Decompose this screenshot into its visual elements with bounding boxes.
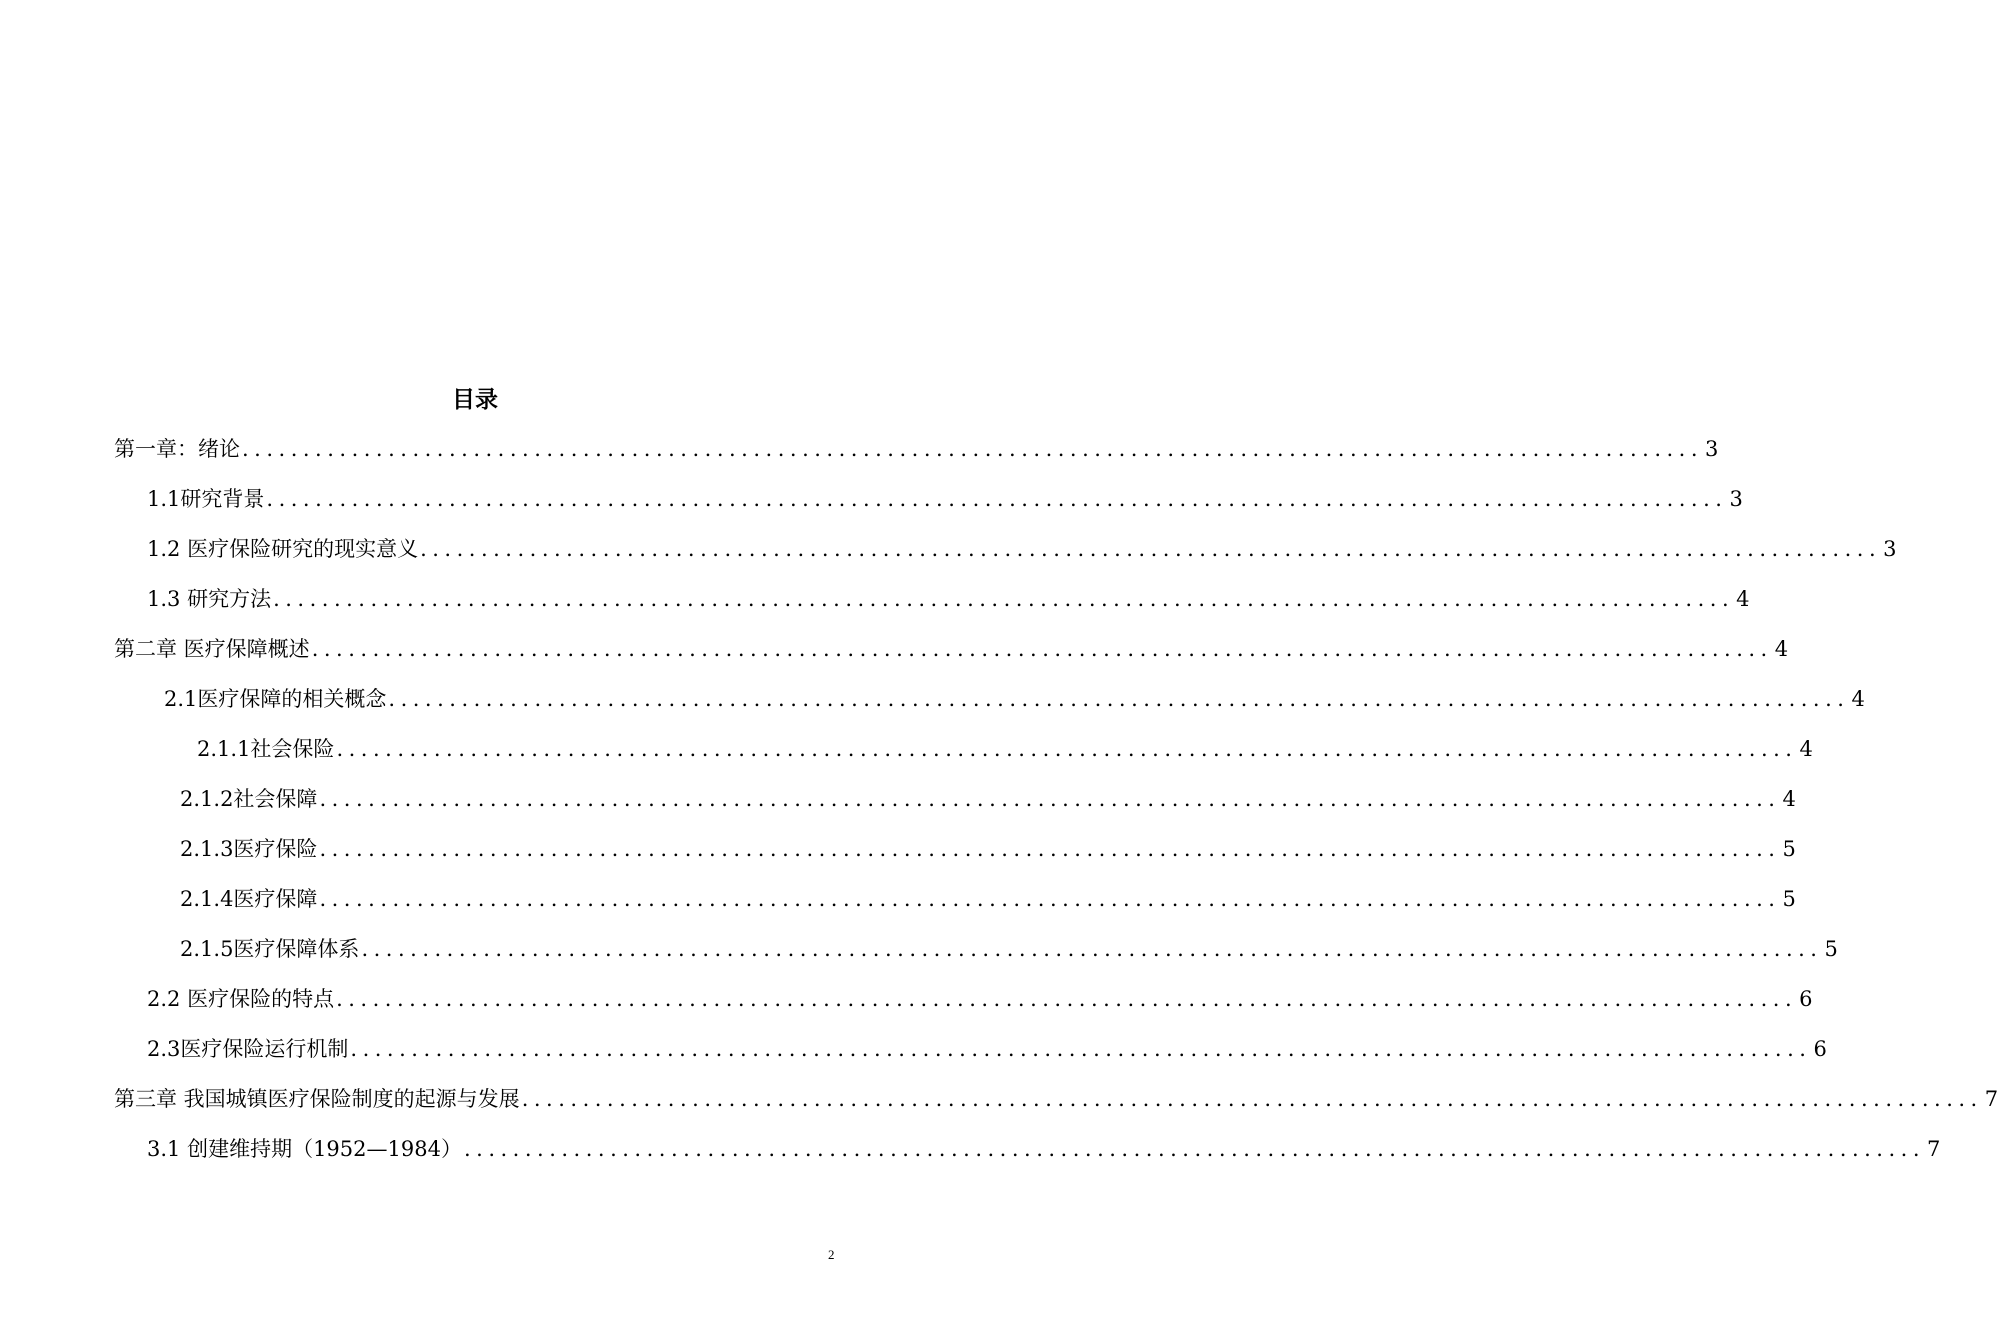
toc-entry-label: 2.1.5医疗保障体系 <box>180 937 360 961</box>
toc-entry-2-2[interactable] <box>147 982 1813 1016</box>
toc-entry-3[interactable] <box>114 1082 1998 1116</box>
toc-entry-label: 2.1.2社会保障 <box>180 787 318 811</box>
toc-entry-page: 3 <box>1729 487 1743 511</box>
toc-entry-1-3[interactable] <box>147 582 1750 616</box>
toc-entry-label: 1.3 研究方法 <box>147 587 272 611</box>
toc-entry-label: 2.2 医疗保险的特点 <box>147 987 335 1011</box>
toc-entry-label: 1.1研究背景 <box>147 487 265 511</box>
toc-entry-2-1[interactable] <box>164 682 1865 716</box>
toc-leader-dots: ........................................................................................................................ <box>319 837 1781 861</box>
toc-entry-label: 第三章 我国城镇医疗保险制度的起源与发展 <box>114 1087 520 1111</box>
toc-leader-dots: ........................................................................................................................ <box>242 437 1704 461</box>
toc-entry-label: 1.2 医疗保险研究的现实意义 <box>147 537 419 561</box>
toc-entry-page: 3 <box>1883 537 1897 561</box>
toc-entry-page: 5 <box>1824 937 1838 961</box>
toc-entry-2-1-3[interactable] <box>180 832 1796 866</box>
toc-entry-2-1-4[interactable] <box>180 882 1796 916</box>
toc-leader-dots: ........................................................................................................................ <box>273 587 1735 611</box>
toc-entry-label: 2.1.3医疗保险 <box>180 837 318 861</box>
toc-entry-label: 第一章：绪论 <box>114 437 240 461</box>
toc-leader-dots: ........................................................................................................................ <box>463 1137 1926 1161</box>
toc-entry-1-1[interactable] <box>147 482 1743 516</box>
page-number: 2 <box>828 1247 835 1262</box>
toc-entry-2-1-2[interactable] <box>180 782 1796 816</box>
toc-leader-dots: ........................................................................................................................ <box>388 687 1850 711</box>
toc-leader-dots: ........................................................................................................................ <box>319 787 1781 811</box>
toc-entry-1[interactable] <box>114 432 1719 466</box>
toc-entry-page: 5 <box>1782 887 1796 911</box>
toc-entry-page: 3 <box>1705 437 1719 461</box>
toc-entry-3-1[interactable] <box>147 1132 1941 1166</box>
toc-entry-2[interactable] <box>114 632 1789 666</box>
toc-leader-dots: ........................................................................................................................ <box>361 937 1823 961</box>
toc-entry-label: 3.1 创建维持期（1952—1984） <box>147 1137 462 1161</box>
toc-entry-label: 第二章 医疗保障概述 <box>114 637 310 661</box>
toc-entry-page: 6 <box>1799 987 1813 1011</box>
toc-entry-page: 4 <box>1774 637 1789 661</box>
toc-entry-page: 4 <box>1851 687 1865 711</box>
toc-entry-page: 7 <box>1927 1137 1941 1161</box>
toc-leader-dots: ........................................................................................................................ <box>420 537 1882 561</box>
toc-entry-page: 5 <box>1782 837 1796 861</box>
toc-leader-dots: ........................................................................................................................ <box>319 887 1781 911</box>
toc-leader-dots: ........................................................................................................................ <box>336 987 1798 1011</box>
toc-entry-2-1-1[interactable] <box>197 732 1813 766</box>
toc-entry-page: 7 <box>1984 1087 1998 1111</box>
toc-leader-dots: ........................................................................................................................ <box>350 1037 1812 1061</box>
toc-entry-label: 2.1医疗保障的相关概念 <box>164 687 387 711</box>
toc-leader-dots: ........................................................................................................................ <box>266 487 1728 511</box>
toc-entry-page: 4 <box>1736 587 1750 611</box>
toc-entry-2-3[interactable] <box>147 1032 1827 1066</box>
toc-entry-page: 4 <box>1799 737 1813 761</box>
toc-entry-label: 2.1.4医疗保障 <box>180 887 318 911</box>
toc-leader-dots: ........................................................................................................................ <box>311 637 1773 661</box>
toc-entry-label: 2.3医疗保险运行机制 <box>147 1037 349 1061</box>
toc-entry-page: 4 <box>1782 787 1796 811</box>
toc-title: 目录 <box>452 387 498 413</box>
toc-entry-1-2[interactable] <box>147 532 1897 566</box>
toc-entry-label: 2.1.1社会保险 <box>197 737 335 761</box>
toc-leader-dots: ........................................................................................................................ <box>521 1087 1983 1111</box>
toc-entry-2-1-5[interactable] <box>180 932 1838 966</box>
toc-entry-page: 6 <box>1813 1037 1827 1061</box>
toc-leader-dots: ........................................................................................................................ <box>336 737 1798 761</box>
